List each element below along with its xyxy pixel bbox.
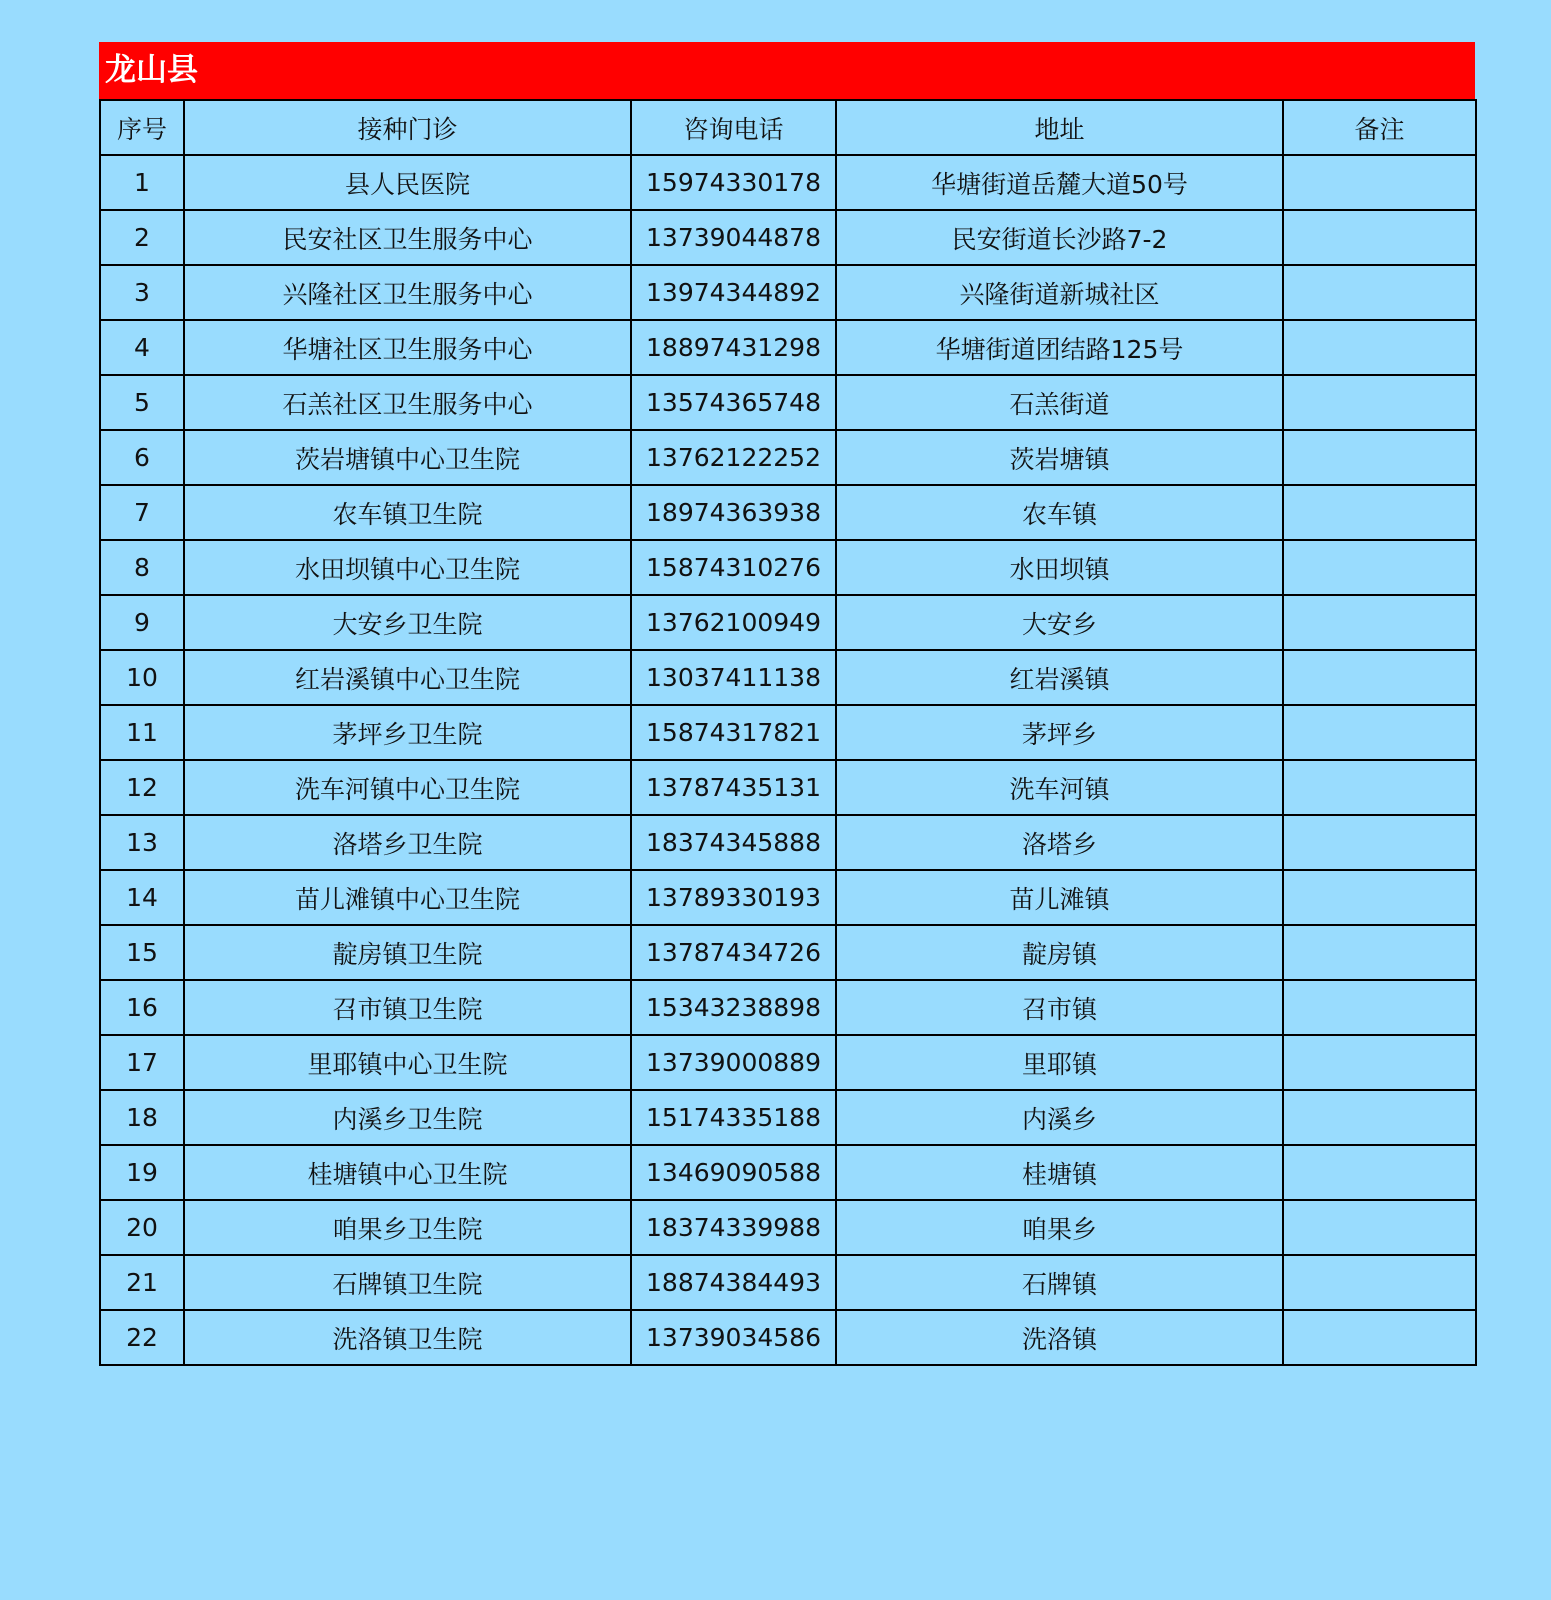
cell-note <box>1283 1255 1476 1310</box>
cell-clinic: 兴隆社区卫生服务中心 <box>184 265 631 320</box>
cell-address: 召市镇 <box>836 980 1283 1035</box>
clinic-table <box>99 99 1477 1366</box>
header-index: 序号 <box>100 100 184 155</box>
cell-phone: 13787434726 <box>631 925 836 980</box>
cell-clinic: 县人民医院 <box>184 155 631 210</box>
cell-phone: 13037411138 <box>631 650 836 705</box>
sheet <box>99 42 1475 1366</box>
cell-address: 靛房镇 <box>836 925 1283 980</box>
cell-phone: 18374339988 <box>631 1200 836 1255</box>
table-row <box>100 430 1476 485</box>
cell-address: 兴隆街道新城社区 <box>836 265 1283 320</box>
county-title: 龙山县 <box>99 42 1475 99</box>
cell-clinic: 洛塔乡卫生院 <box>184 815 631 870</box>
cell-clinic: 桂塘镇中心卫生院 <box>184 1145 631 1200</box>
cell-note <box>1283 1310 1476 1365</box>
table-row <box>100 1145 1476 1200</box>
cell-phone: 13787435131 <box>631 760 836 815</box>
cell-address: 大安乡 <box>836 595 1283 650</box>
cell-index: 1 <box>100 155 184 210</box>
cell-clinic: 靛房镇卫生院 <box>184 925 631 980</box>
header-row <box>100 100 1476 155</box>
cell-note <box>1283 980 1476 1035</box>
cell-address: 华塘街道岳麓大道50号 <box>836 155 1283 210</box>
cell-clinic: 茅坪乡卫生院 <box>184 705 631 760</box>
cell-clinic: 内溪乡卫生院 <box>184 1090 631 1145</box>
cell-phone: 13762100949 <box>631 595 836 650</box>
table-row <box>100 595 1476 650</box>
cell-address: 茨岩塘镇 <box>836 430 1283 485</box>
header-phone: 咨询电话 <box>631 100 836 155</box>
cell-note <box>1283 1200 1476 1255</box>
cell-index: 5 <box>100 375 184 430</box>
cell-note <box>1283 1035 1476 1090</box>
cell-address: 洛塔乡 <box>836 815 1283 870</box>
cell-index: 17 <box>100 1035 184 1090</box>
cell-note <box>1283 485 1476 540</box>
cell-phone: 15874317821 <box>631 705 836 760</box>
cell-note <box>1283 320 1476 375</box>
cell-note <box>1283 210 1476 265</box>
table-row <box>100 265 1476 320</box>
cell-note <box>1283 870 1476 925</box>
table-row <box>100 155 1476 210</box>
cell-clinic: 水田坝镇中心卫生院 <box>184 540 631 595</box>
cell-address: 农车镇 <box>836 485 1283 540</box>
cell-clinic: 里耶镇中心卫生院 <box>184 1035 631 1090</box>
cell-note <box>1283 595 1476 650</box>
cell-phone: 13762122252 <box>631 430 836 485</box>
cell-address: 内溪乡 <box>836 1090 1283 1145</box>
cell-clinic: 石羔社区卫生服务中心 <box>184 375 631 430</box>
table-row <box>100 980 1476 1035</box>
cell-clinic: 大安乡卫生院 <box>184 595 631 650</box>
cell-index: 15 <box>100 925 184 980</box>
cell-phone: 15174335188 <box>631 1090 836 1145</box>
cell-phone: 15343238898 <box>631 980 836 1035</box>
cell-address: 石牌镇 <box>836 1255 1283 1310</box>
cell-note <box>1283 760 1476 815</box>
cell-index: 6 <box>100 430 184 485</box>
cell-note <box>1283 815 1476 870</box>
cell-phone: 18874384493 <box>631 1255 836 1310</box>
cell-address: 桂塘镇 <box>836 1145 1283 1200</box>
table-row <box>100 540 1476 595</box>
cell-index: 8 <box>100 540 184 595</box>
cell-clinic: 华塘社区卫生服务中心 <box>184 320 631 375</box>
cell-note <box>1283 265 1476 320</box>
cell-phone: 15874310276 <box>631 540 836 595</box>
cell-address: 民安街道长沙路7-2 <box>836 210 1283 265</box>
table-body <box>100 155 1476 1365</box>
cell-address: 石羔街道 <box>836 375 1283 430</box>
cell-address: 苗儿滩镇 <box>836 870 1283 925</box>
cell-index: 11 <box>100 705 184 760</box>
cell-address: 里耶镇 <box>836 1035 1283 1090</box>
cell-address: 咱果乡 <box>836 1200 1283 1255</box>
cell-clinic: 咱果乡卫生院 <box>184 1200 631 1255</box>
cell-index: 10 <box>100 650 184 705</box>
table-row <box>100 1035 1476 1090</box>
cell-note <box>1283 925 1476 980</box>
cell-phone: 13974344892 <box>631 265 836 320</box>
cell-address: 红岩溪镇 <box>836 650 1283 705</box>
cell-clinic: 红岩溪镇中心卫生院 <box>184 650 631 705</box>
cell-note <box>1283 375 1476 430</box>
cell-index: 12 <box>100 760 184 815</box>
cell-note <box>1283 1090 1476 1145</box>
cell-index: 2 <box>100 210 184 265</box>
cell-index: 18 <box>100 1090 184 1145</box>
cell-clinic: 农车镇卫生院 <box>184 485 631 540</box>
cell-address: 水田坝镇 <box>836 540 1283 595</box>
cell-index: 22 <box>100 1310 184 1365</box>
table-row <box>100 705 1476 760</box>
cell-phone: 13469090588 <box>631 1145 836 1200</box>
table-row <box>100 650 1476 705</box>
cell-index: 7 <box>100 485 184 540</box>
table-row <box>100 485 1476 540</box>
cell-phone: 13789330193 <box>631 870 836 925</box>
cell-address: 洗洛镇 <box>836 1310 1283 1365</box>
cell-clinic: 洗洛镇卫生院 <box>184 1310 631 1365</box>
cell-phone: 18897431298 <box>631 320 836 375</box>
table-row <box>100 760 1476 815</box>
header-note: 备注 <box>1283 100 1476 155</box>
table-row <box>100 1200 1476 1255</box>
table-row <box>100 1090 1476 1145</box>
cell-index: 4 <box>100 320 184 375</box>
table-row <box>100 870 1476 925</box>
header-address: 地址 <box>836 100 1283 155</box>
cell-note <box>1283 430 1476 485</box>
cell-phone: 13739044878 <box>631 210 836 265</box>
cell-clinic: 石牌镇卫生院 <box>184 1255 631 1310</box>
table-row <box>100 375 1476 430</box>
cell-clinic: 洗车河镇中心卫生院 <box>184 760 631 815</box>
cell-clinic: 召市镇卫生院 <box>184 980 631 1035</box>
cell-phone: 15974330178 <box>631 155 836 210</box>
cell-index: 20 <box>100 1200 184 1255</box>
cell-index: 3 <box>100 265 184 320</box>
cell-phone: 13739034586 <box>631 1310 836 1365</box>
cell-index: 13 <box>100 815 184 870</box>
cell-phone: 18374345888 <box>631 815 836 870</box>
cell-index: 19 <box>100 1145 184 1200</box>
table-row <box>100 1310 1476 1365</box>
table-row <box>100 815 1476 870</box>
table-row <box>100 1255 1476 1310</box>
cell-note <box>1283 650 1476 705</box>
cell-clinic: 民安社区卫生服务中心 <box>184 210 631 265</box>
cell-note <box>1283 705 1476 760</box>
header-clinic: 接种门诊 <box>184 100 631 155</box>
cell-index: 21 <box>100 1255 184 1310</box>
cell-note <box>1283 540 1476 595</box>
table-row <box>100 320 1476 375</box>
cell-index: 9 <box>100 595 184 650</box>
cell-address: 茅坪乡 <box>836 705 1283 760</box>
cell-clinic: 苗儿滩镇中心卫生院 <box>184 870 631 925</box>
cell-phone: 13739000889 <box>631 1035 836 1090</box>
table-row <box>100 210 1476 265</box>
cell-phone: 13574365748 <box>631 375 836 430</box>
cell-phone: 18974363938 <box>631 485 836 540</box>
cell-note <box>1283 1145 1476 1200</box>
cell-clinic: 茨岩塘镇中心卫生院 <box>184 430 631 485</box>
table-row <box>100 925 1476 980</box>
cell-index: 16 <box>100 980 184 1035</box>
cell-index: 14 <box>100 870 184 925</box>
cell-address: 华塘街道团结路125号 <box>836 320 1283 375</box>
cell-note <box>1283 155 1476 210</box>
cell-address: 洗车河镇 <box>836 760 1283 815</box>
